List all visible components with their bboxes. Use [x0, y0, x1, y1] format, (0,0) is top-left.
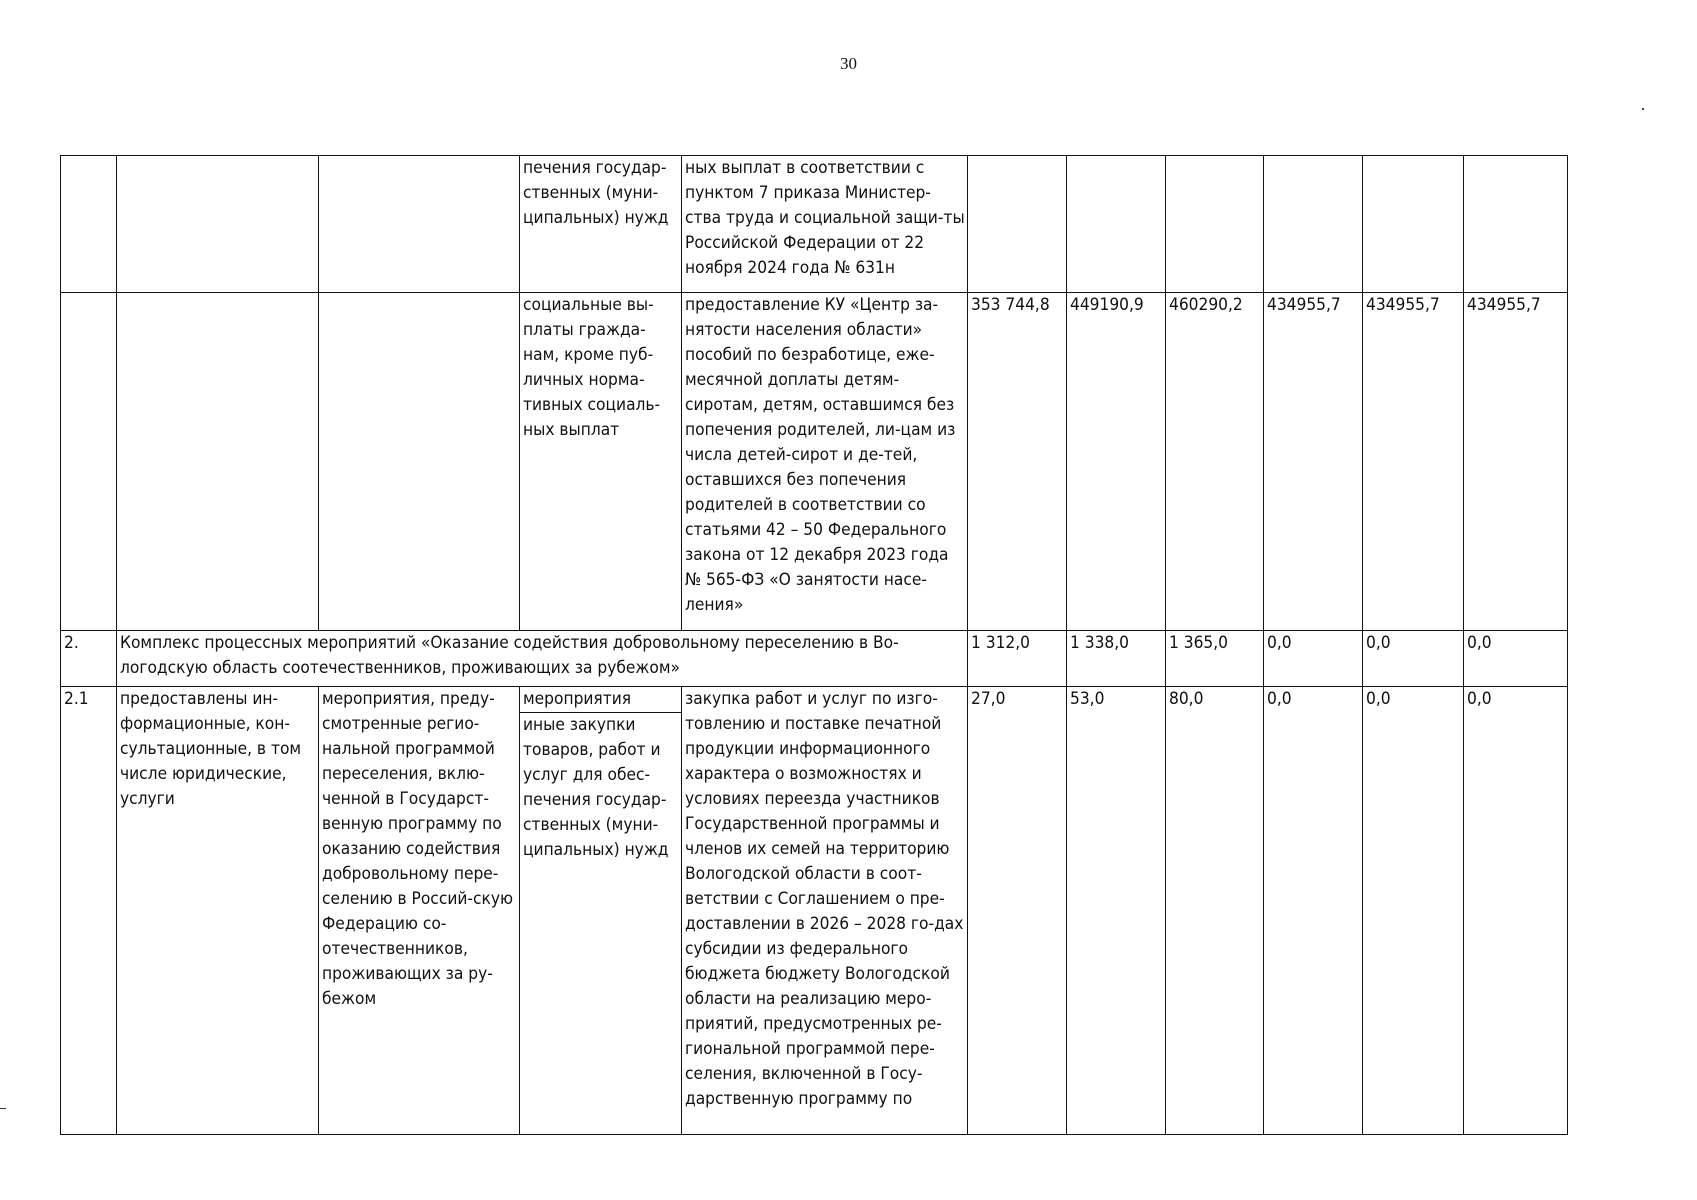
cell-expense-kind: [520, 687, 682, 1135]
cell-result: предоставлены ин-формационные, кон-сультационные, в том числе юридические, услуги: [117, 687, 319, 1135]
cell-value: 0,0: [1264, 631, 1363, 687]
cell-value: [1166, 156, 1264, 293]
cell-value: 0,0: [1464, 631, 1568, 687]
cell-measures: [319, 293, 520, 631]
cell-value: 449190,9: [1067, 293, 1166, 631]
cell-value: 80,0: [1166, 687, 1264, 1135]
cell-value: [1067, 156, 1166, 293]
cell-description: закупка работ и услуг по изго-товлению и поставке печатной продукции информационного характера о возможностях и условиях переезда участников Государственной программы и членов их семей на территорию Вологодской области в соот-ветствии с Соглашением о пре-доставлении в 2026 – 2028 го-дах субсидии из федерального бюджета бюджету Вологодской области на реализацию меро-приятий, предусмотренных ре-гиональной программой пере-селения, включенной в Госу-дарственную программу по: [682, 687, 968, 1135]
cell-value: 0,0: [1464, 687, 1568, 1135]
cell-num: 2.: [61, 631, 117, 687]
table-row: [61, 631, 1568, 687]
cell-measures: [319, 156, 520, 293]
scan-margin-mark: [0, 1108, 6, 1109]
table-row: [61, 293, 1568, 631]
cell-expense-kind: социальные вы-платы гражда-нам, кроме пуб-личных норма-тивных социаль-ных выплат: [520, 293, 682, 631]
cell-num: 2.1: [61, 687, 117, 1135]
cell-value: 0,0: [1363, 631, 1464, 687]
cell-value: 434955,7: [1264, 293, 1363, 631]
cell-value: 1 312,0: [968, 631, 1067, 687]
cell-result: [117, 293, 319, 631]
cell-value: [1264, 156, 1363, 293]
cell-value: [1464, 156, 1568, 293]
cell-num: [61, 293, 117, 631]
measures-table: [60, 155, 1568, 1135]
cell-value: 0,0: [1264, 687, 1363, 1135]
cell-value: 1 365,0: [1166, 631, 1264, 687]
cell-value: [1363, 156, 1464, 293]
expense-kind-text: иные закупки товаров, работ и услуг для обес-печения государ-ственных (муни-ципальных) нужд: [523, 715, 669, 860]
cell-value: 53,0: [1067, 687, 1166, 1135]
cell-value: [968, 156, 1067, 293]
table-row: [61, 156, 1568, 293]
expense-kind-header: мероприятия: [520, 687, 681, 713]
cell-num: [61, 156, 117, 293]
cell-value: 434955,7: [1363, 293, 1464, 631]
cell-result: [117, 156, 319, 293]
cell-description: ных выплат в соответствии с пунктом 7 приказа Министер-ства труда и социальной защи-ты Российской Федерации от 22 ноября 2024 года № 631н: [682, 156, 968, 293]
cell-value: 1 338,0: [1067, 631, 1166, 687]
cell-expense-kind: печения государ-ственных (муни-ципальных) нужд: [520, 156, 682, 293]
cell-section-title: Комплекс процессных мероприятий «Оказание содействия добровольному переселению в Во-логодскую область соотечественников, проживающих за рубежом»: [117, 631, 968, 687]
cell-value: 27,0: [968, 687, 1067, 1135]
scan-dot-mark: [1642, 108, 1644, 110]
cell-value: 460290,2: [1166, 293, 1264, 631]
cell-value: 0,0: [1363, 687, 1464, 1135]
page-number: 30: [840, 54, 857, 73]
cell-value: 434955,7: [1464, 293, 1568, 631]
cell-value: 353 744,8: [968, 293, 1067, 631]
table-row: [61, 687, 1568, 1135]
cell-measures: мероприятия, преду-смотренные регио-нальной программой переселения, вклю-ченной в Государст-венную программу по оказанию содействия добровольному пере-селению в Россий-скую Федерацию со-отечественников, проживающих за ру-бежом: [319, 687, 520, 1135]
cell-description: предоставление КУ «Центр за-нятости населения области» пособий по безработице, еже-месячной доплаты детям-сиротам, детям, оставшимся без попечения родителей, ли-цам из числа детей-сирот и де-тей, оставшихся без попечения родителей в соответствии со статьями 42 – 50 Федерального закона от 12 декабря 2023 года № 565-ФЗ «О занятости насе-ления»: [682, 293, 968, 631]
